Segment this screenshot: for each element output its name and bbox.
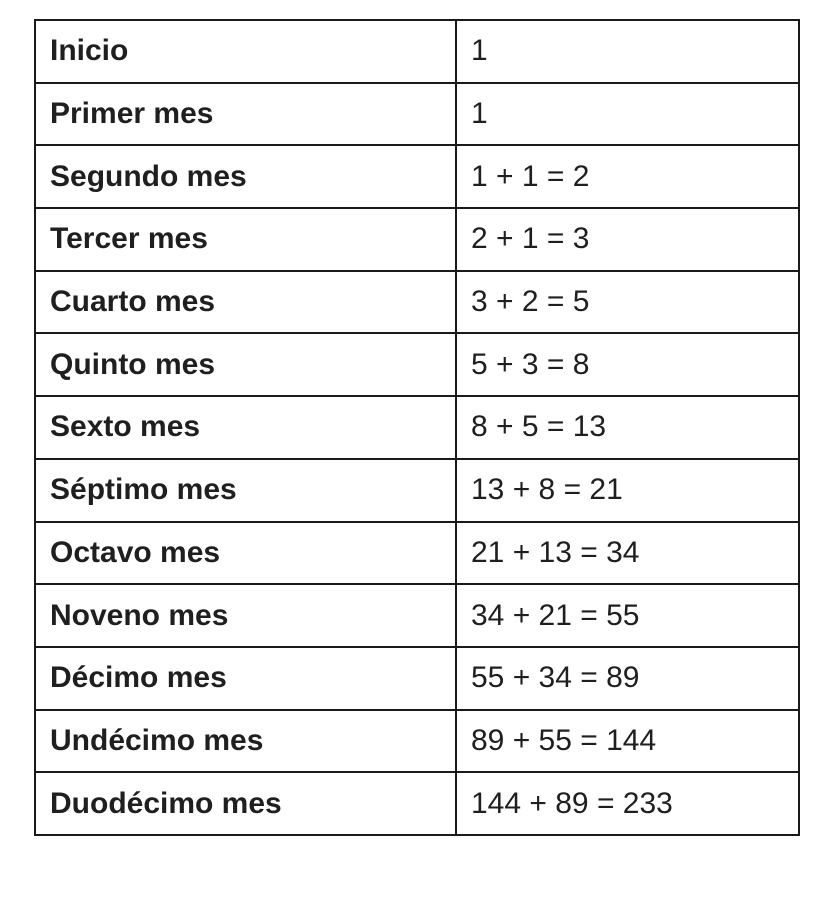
table-row	[35, 208, 799, 271]
row-value: 21 + 13 = 34	[456, 522, 799, 585]
row-value: 1	[456, 83, 799, 146]
table-row	[35, 333, 799, 396]
row-value: 1	[456, 20, 799, 83]
row-label: Octavo mes	[35, 522, 456, 585]
row-value: 34 + 21 = 55	[456, 584, 799, 647]
table-row	[35, 584, 799, 647]
row-label: Segundo mes	[35, 145, 456, 208]
table-row	[35, 20, 799, 83]
row-label: Décimo mes	[35, 647, 456, 710]
row-value: 13 + 8 = 21	[456, 459, 799, 522]
table-row	[35, 522, 799, 585]
row-label: Quinto mes	[35, 333, 456, 396]
row-value: 2 + 1 = 3	[456, 208, 799, 271]
table-row	[35, 772, 799, 835]
row-label: Sexto mes	[35, 396, 456, 459]
row-value: 3 + 2 = 5	[456, 271, 799, 334]
row-label: Cuarto mes	[35, 271, 456, 334]
row-value: 5 + 3 = 8	[456, 333, 799, 396]
table-row	[35, 647, 799, 710]
table-row	[35, 145, 799, 208]
row-value: 144 + 89 = 233	[456, 772, 799, 835]
table-row	[35, 83, 799, 146]
table-row	[35, 710, 799, 773]
row-value: 55 + 34 = 89	[456, 647, 799, 710]
row-label: Undécimo mes	[35, 710, 456, 773]
table-body	[35, 20, 799, 835]
row-label: Primer mes	[35, 83, 456, 146]
row-label: Duodécimo mes	[35, 772, 456, 835]
table-row	[35, 396, 799, 459]
row-label: Inicio	[35, 20, 456, 83]
row-label: Tercer mes	[35, 208, 456, 271]
table-row	[35, 271, 799, 334]
row-label: Séptimo mes	[35, 459, 456, 522]
row-value: 89 + 55 = 144	[456, 710, 799, 773]
fibonacci-table	[34, 19, 800, 836]
table-row	[35, 459, 799, 522]
row-value: 1 + 1 = 2	[456, 145, 799, 208]
row-label: Noveno mes	[35, 584, 456, 647]
row-value: 8 + 5 = 13	[456, 396, 799, 459]
